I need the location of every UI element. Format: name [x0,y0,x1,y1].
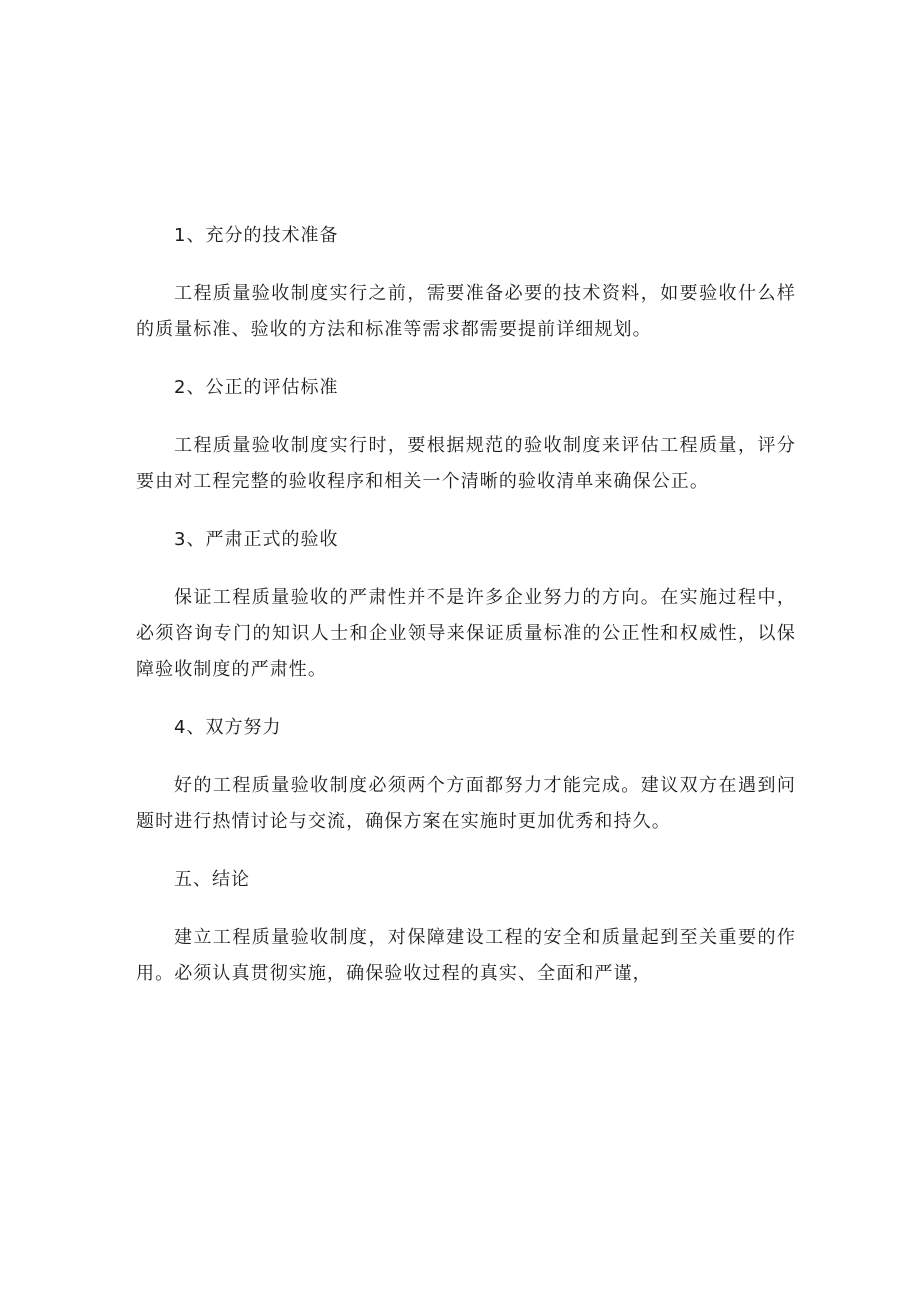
section-body-2: 工程质量验收制度实行时，要根据规范的验收制度来评估工程质量，评分要由对工程完整的验收程序和相关一个清晰的验收清单来确保公正。 [136,435,796,492]
section-heading-2: 2、公正的评估标准 [174,377,339,398]
section-body-4: 好的工程质量验收制度必须两个方面都努力才能完成。建议双方在遇到问题时进行热情讨论与交流，确保方案在实施时更加优秀和持久。 [136,775,796,832]
section-body-1: 工程质量验收制度实行之前，需要准备必要的技术资料，如要验收什么样的质量标准、验收的方法和标准等需求都需要提前详细规划。 [136,283,796,340]
section-heading-3: 3、严肃正式的验收 [174,529,339,550]
document-content [136,218,796,1014]
section-heading-1: 1、充分的技术准备 [174,225,339,246]
section-body-3: 保证工程质量验收的严肃性并不是许多企业努力的方向。在实施过程中，必须咨询专门的知识人士和企业领导来保证质量标准的公正性和权威性，以保障验收制度的严肃性。 [136,587,796,680]
section-heading-4: 4、双方努力 [174,717,282,738]
section-heading-5: 五、结论 [174,869,250,890]
section-body-5: 建立工程质量验收制度，对保障建设工程的安全和质量起到至关重要的作用。必须认真贯彻实施，确保验收过程的真实、全面和严谨， [136,927,796,984]
